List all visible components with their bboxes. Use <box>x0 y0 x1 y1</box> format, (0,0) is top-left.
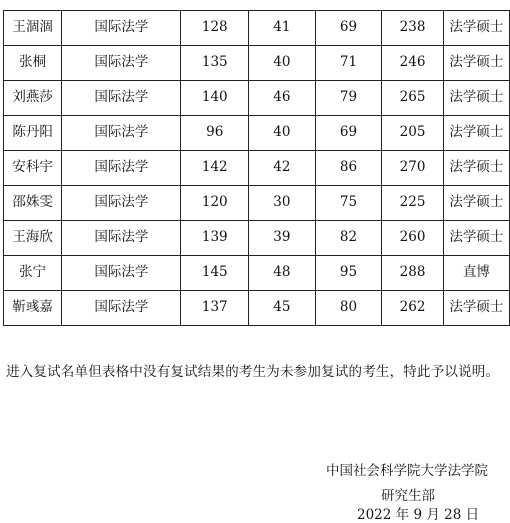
table-row <box>4 11 510 46</box>
total-cell: 262 <box>382 291 443 326</box>
program-cell: 法学硕士 <box>443 46 509 81</box>
score1-cell: 145 <box>181 256 249 291</box>
score1-cell: 96 <box>181 116 249 151</box>
name-cell: 靳彧嘉 <box>4 291 62 326</box>
total-cell: 246 <box>382 46 443 81</box>
program-cell: 直博 <box>443 256 509 291</box>
major-cell: 国际法学 <box>62 81 181 116</box>
score3-cell: 86 <box>315 151 382 186</box>
major-cell: 国际法学 <box>62 46 181 81</box>
program-cell: 法学硕士 <box>443 116 509 151</box>
score2-cell: 42 <box>249 151 316 186</box>
score2-cell: 45 <box>249 291 316 326</box>
table-row <box>4 151 510 186</box>
name-cell: 王涸涸 <box>4 11 62 46</box>
major-cell: 国际法学 <box>62 221 181 256</box>
name-cell: 陈丹阳 <box>4 116 62 151</box>
table-row <box>4 116 510 151</box>
total-cell: 205 <box>382 116 443 151</box>
name-cell: 张宁 <box>4 256 62 291</box>
table-row <box>4 46 510 81</box>
total-cell: 260 <box>382 221 443 256</box>
table-row <box>4 256 510 291</box>
table-row <box>4 81 510 116</box>
program-cell: 法学硕士 <box>443 81 509 116</box>
results-table <box>3 10 510 326</box>
major-cell: 国际法学 <box>62 151 181 186</box>
score2-cell: 48 <box>249 256 316 291</box>
major-cell: 国际法学 <box>62 291 181 326</box>
signature-date: 2022 年 9 月 28 日 <box>357 507 480 523</box>
score1-cell: 128 <box>181 11 249 46</box>
score3-cell: 69 <box>315 116 382 151</box>
total-cell: 265 <box>382 81 443 116</box>
score3-cell: 71 <box>315 46 382 81</box>
signature-department: 研究生部 <box>381 488 435 504</box>
major-cell: 国际法学 <box>62 186 181 221</box>
total-cell: 225 <box>382 186 443 221</box>
program-cell: 法学硕士 <box>443 151 509 186</box>
score1-cell: 135 <box>181 46 249 81</box>
score3-cell: 82 <box>315 221 382 256</box>
results-table-body <box>4 11 510 326</box>
name-cell: 安科宇 <box>4 151 62 186</box>
total-cell: 270 <box>382 151 443 186</box>
score3-cell: 80 <box>315 291 382 326</box>
name-cell: 王海欣 <box>4 221 62 256</box>
score1-cell: 142 <box>181 151 249 186</box>
score2-cell: 40 <box>249 116 316 151</box>
major-cell: 国际法学 <box>62 256 181 291</box>
program-cell: 法学硕士 <box>443 186 509 221</box>
score1-cell: 140 <box>181 81 249 116</box>
signature-organization: 中国社会科学院大学法学院 <box>326 463 488 479</box>
score2-cell: 41 <box>249 11 316 46</box>
total-cell: 288 <box>382 256 443 291</box>
score1-cell: 139 <box>181 221 249 256</box>
name-cell: 邵姝雯 <box>4 186 62 221</box>
score2-cell: 39 <box>249 221 316 256</box>
program-cell: 法学硕士 <box>443 221 509 256</box>
footnote-text: 进入复试名单但表格中没有复试结果的考生为未参加复试的考生，特此予以说明。 <box>6 364 500 380</box>
table-row <box>4 221 510 256</box>
score2-cell: 40 <box>249 46 316 81</box>
major-cell: 国际法学 <box>62 116 181 151</box>
score2-cell: 30 <box>249 186 316 221</box>
score1-cell: 120 <box>181 186 249 221</box>
name-cell: 张桐 <box>4 46 62 81</box>
score3-cell: 95 <box>315 256 382 291</box>
score2-cell: 46 <box>249 81 316 116</box>
table-row <box>4 291 510 326</box>
major-cell: 国际法学 <box>62 11 181 46</box>
total-cell: 238 <box>382 11 443 46</box>
table-row <box>4 186 510 221</box>
score3-cell: 69 <box>315 11 382 46</box>
program-cell: 法学硕士 <box>443 11 509 46</box>
score1-cell: 137 <box>181 291 249 326</box>
name-cell: 刘燕莎 <box>4 81 62 116</box>
score3-cell: 75 <box>315 186 382 221</box>
program-cell: 法学硕士 <box>443 291 509 326</box>
score3-cell: 79 <box>315 81 382 116</box>
